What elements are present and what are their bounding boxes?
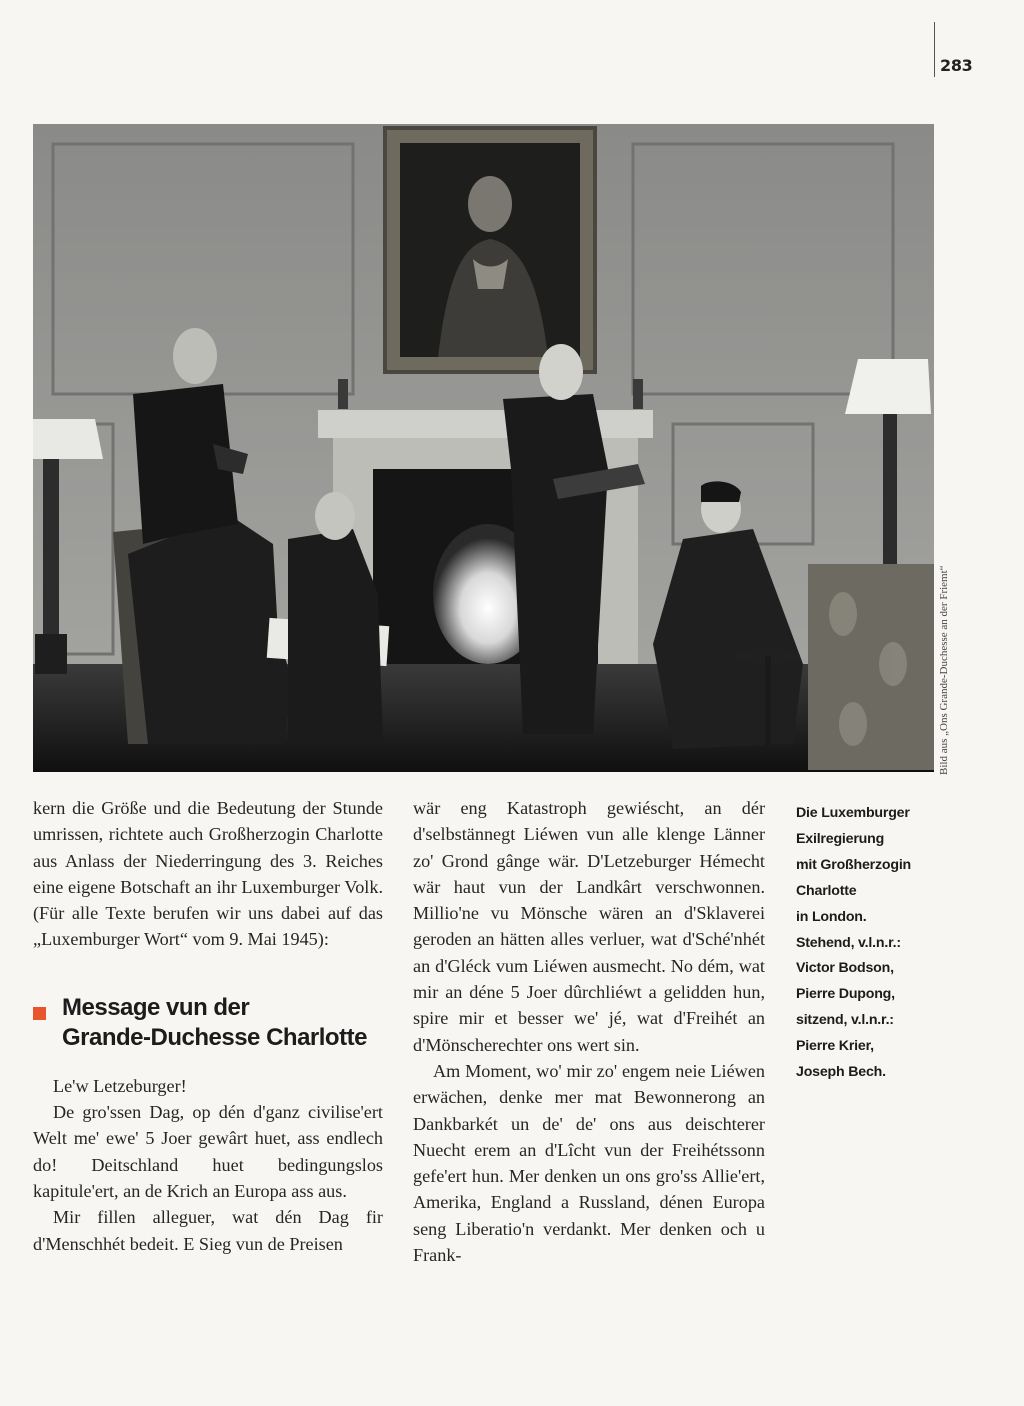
section-marker-square-icon [33,1007,46,1020]
page-rule [934,22,935,77]
caption-line: in London. [796,908,867,925]
message-paragraph-2: Mir fillen alleguer, wat dén Dag fir d'Menschhét bedeit. E Sieg vun de Preisen [33,1207,383,1254]
text-column-2 [413,795,765,1268]
caption-line: sitzend, v.l.n.r.: [796,1012,894,1029]
salutation-paragraph: Le'w Letzeburger! [53,1075,187,1096]
intro-paragraph: kern die Größe und die Bedeutung der Stunde umrissen, richtete auch Großherzogin Charlotte aus Anlass der Niederringung des 3. Reiches eine eigene Botschaft an ihr Luxemburger Volk. (Für alle Texte berufen wir uns dabei auf das „Luxemburger Wort“ vom 9. Mai 1945): [33,798,383,950]
continued-paragraph: wär eng Katastroph gewiéscht, an dér d'selbstännegt Liéwen vun alle klenge Länner zo' Grond gânge wär. D'Letzeburger Hémecht wär haut vun der Landkârt verschwonnen. Millio'ne vu Mönsche wären an d'Sklaverei geroden an hätten alles verluer, wat d'Sché'nhét an d'Gléck vum Liéwen ausmecht. No dém, wat mir an déne 5 Joer dûrchliéwt a gelidden hun, spire mir et besser we' jé, wat d'Freihét an d'Mönscherechter ons wert sin. [413,798,765,1055]
caption-line: Charlotte [796,882,857,899]
section-title-line-1: Message vun der [62,993,250,1021]
caption-line: Victor Bodson, [796,960,894,977]
message-paragraph-1: De gro'ssen Dag, op dén d'ganz civilise'ert Welt me' ewe' 5 Joer gewârt huet, ass endlech do! Deitschland huet bedingungslos kapitule'ert, an de Krich an Europa ass aus. [33,1102,383,1201]
caption-line: Pierre Krier, [796,1038,874,1055]
section-heading [33,993,383,1053]
caption-line: Exilregierung [796,830,885,847]
message-paragraph-3: Am Moment, wo' mir zo' engem neie Liéwen erwächen, denke mer mat Bewonnerong an Dankbarkét un de' de' ons aus deischterer Nuecht erem an d'Lîcht vun der Freihétssonn gefe'ert hun. Mer denken un ons gro'ss Allie'ert, Amerika, England a Russland, dénen Europa seng Liberatio'n verdankt. Mer denken och u Frank- [413,1060,765,1266]
photo-credit: Bild aus „Ons Grande-Duchesse an der Friemt“ [938,565,950,775]
text-column-1 [33,795,383,1257]
caption-line: Stehend, v.l.n.r.: [796,934,901,951]
historical-photo [33,124,934,772]
section-title [62,993,367,1053]
section-title-line-2: Grande-Duchesse Charlotte [62,1023,367,1051]
caption-line: Die Luxemburger [796,805,910,821]
caption-line: Joseph Bech. [796,1064,886,1081]
caption-line: Pierre Dupong, [796,986,895,1003]
photo-caption [796,801,966,1086]
page-number: 283 [940,56,973,75]
caption-line: mit Großherzogin [796,856,912,873]
